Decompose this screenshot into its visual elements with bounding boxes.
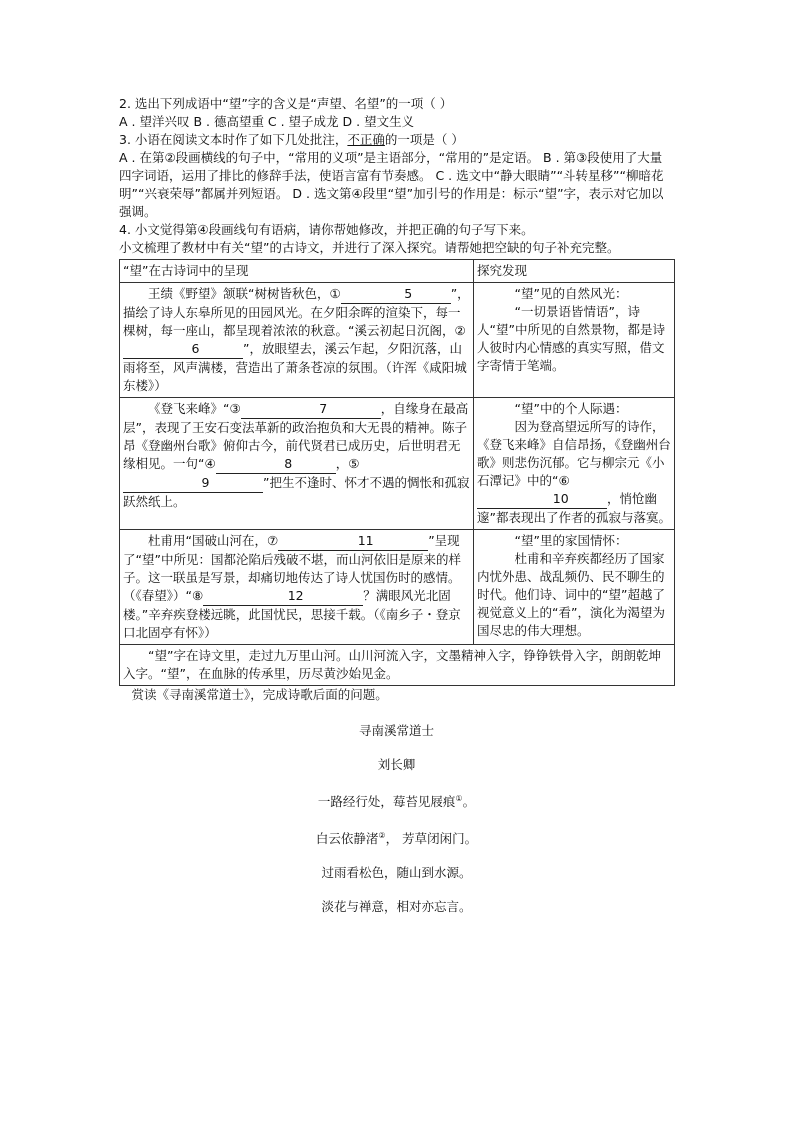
- table-header-row: [120, 260, 675, 283]
- q3-stem: [119, 131, 674, 149]
- row2-finding-b: ，悄怆幽邃”都表现出了作者的孤寂与落寞。: [477, 491, 671, 525]
- row3-finding-head: “望”里的家国情怀：: [514, 533, 628, 548]
- row2-right: [474, 398, 675, 530]
- row2-text-1: 《登飞来峰》“③: [148, 401, 241, 416]
- row2-text-3: ，⑤: [335, 456, 360, 471]
- blank-7[interactable]: 7: [241, 400, 381, 419]
- footnote-marker-2: ②: [378, 831, 386, 841]
- blank-11[interactable]: 11: [278, 532, 428, 551]
- row1-finding-body: “一切景语皆情语”，诗人“望”中所见的自然景物，都是诗人彼时内心情感的真实写照，借文字寄情于笔端。: [477, 304, 665, 373]
- blank-5[interactable]: 5: [341, 285, 451, 304]
- footnote-marker-1: ①: [455, 794, 463, 803]
- blank-8[interactable]: 8: [216, 455, 336, 474]
- q2-stem: 2. 选出下列成语中“望”字的含义是“声望、名望”的一项（ ）: [119, 96, 453, 111]
- row1-left: [120, 283, 474, 398]
- row1-text-1: 王绩《野望》颔联“树树皆秋色，①: [148, 286, 341, 301]
- q3-stem-a: 3. 小语在阅读文本时作了如下几处批注，: [119, 132, 348, 147]
- poem-line-2-text: 白云依静渚: [315, 831, 379, 847]
- row2-finding-head: “望”中的个人际遇：: [514, 401, 628, 416]
- poem-author: 刘长卿: [377, 757, 416, 772]
- document-body: [119, 95, 674, 916]
- table-row: [120, 398, 675, 530]
- table-row: [120, 283, 675, 398]
- header-right: 探究发现: [474, 260, 675, 283]
- poem-title: 寻南溪常道士: [358, 723, 434, 738]
- row2-finding-body: [477, 418, 671, 527]
- row2-finding-a: 因为登高望远所写的诗作，《登飞来峰》自信昂扬，《登幽州台歌》则悲伤沉郁。它与柳宗元《小石潭记》中的“⑥: [477, 419, 671, 488]
- row3-finding-body: 杜甫和辛弃疾都经历了国家内忧外患、战乱频仍、民不聊生的时代。他们诗、词中的“望”超越了视觉意义上的“看”，演化为渴望为国尽忠的伟大理想。: [477, 551, 665, 638]
- row3-text-1: 杜甫用“国破山河在，⑦: [148, 533, 279, 548]
- table-footer: “望”字在诗文里，走过九万里山河。山川河流入字，文墨精神入字，铮铮铁骨入字，朗朗乾坤入字。“望”，在血脉的传承里，历尽黄沙始见金。: [120, 645, 675, 686]
- blank-10[interactable]: 10: [477, 490, 607, 509]
- q3-stem-underlined: 不正确: [347, 132, 385, 147]
- row2-text-4: ”把生不逢时、怀才不遇的惆怅和孤寂跃然纸上。: [123, 475, 470, 509]
- poem: [119, 722, 674, 916]
- blank-9[interactable]: 9: [123, 474, 263, 493]
- row3-text-3: ？满眼风光北固楼。”辛弃疾登楼远眺，此国忧民，思接千载。（《南乡子・登京口北固亭有怀》）: [123, 588, 461, 640]
- poem-line-2: [119, 827, 674, 848]
- poem-line-2-end: ， 芳草闭闲门。: [385, 831, 478, 847]
- table-row: [120, 530, 675, 645]
- poetry-table: [119, 259, 675, 686]
- poem-line-1-text: 一路经行处，莓苔见屐痕: [317, 794, 456, 810]
- row1-text-2: ”，描绘了诗人东皋所见的田园风光。在夕阳余晖的渲染下，每一棵树，每一座山，都呈现着浓浓的秋意。“溪云初起日沉阁，②: [123, 286, 470, 338]
- table-intro: 小文梳理了教材中有关“望”的古诗文，并进行了深入探究。请帮她把空缺的句子补充完整。: [119, 240, 620, 255]
- blank-12[interactable]: 12: [203, 587, 363, 606]
- row3-text-2: ”呈现了“望”中所见：国都沦陷后残破不堪，而山河依旧是原来的样子。这一联虽是写景，却痛切地传达了诗人忧国伤时的感情。（《春望》）“⑧: [123, 533, 461, 603]
- row2-left: [120, 398, 474, 530]
- poem-line-1-end: 。: [462, 794, 476, 810]
- poem-line-3: 过雨看松色，随山到水源。: [321, 865, 472, 881]
- row3-right: [474, 530, 675, 645]
- poem-line-1: [119, 790, 674, 811]
- row1-finding-head: “望”见的自然风光：: [514, 286, 628, 301]
- header-left: “望”在古诗词中的呈现: [120, 260, 474, 283]
- row2-text-2: ，自缘身在最高层”，表现了王安石变法革新的政治抱负和大无畏的精神。陈子昂《登幽州台歌》俯仰古今，前代贤君已成历史，后世明君无缘相见。一句“④: [123, 401, 469, 471]
- row1-right: [474, 283, 675, 398]
- q3-body: A . 在第②段画横线的句子中，“常用的义项”是主语部分，“常用的”是定语。 B . 第③段使用了大量四字词语，运用了排比的修辞手法，使语言富有节奏感。 C . 选文中“静大眼睛”“斗转星移”“柳暗花明”“兴衰荣辱”都属并列短语。 D . 选文第④段里“望”加引号的作用是：标示“望”字，表示对它加以强调。: [119, 150, 664, 219]
- q4-stem: 4. 小文觉得第④段画线句有语病，请你帮她修改，并把正确的句子写下来。: [119, 222, 534, 237]
- poem-intro: 赏读《寻南溪常道士》，完成诗歌后面的问题。: [131, 687, 388, 702]
- row3-left: [120, 530, 474, 645]
- table-footer-row: [120, 645, 675, 686]
- blank-6[interactable]: 6: [123, 340, 243, 359]
- row1-text-3: ”，放眼望去，溪云乍起，夕阳沉落，山雨将至，风声满楼，营造出了萧条苍凉的氛围。（许浑《咸阳城东楼》）: [123, 341, 467, 393]
- poem-line-4: 淡花与禅意，相对亦忘言。: [321, 899, 472, 915]
- q3-stem-b: 的一项是（ ）: [384, 132, 464, 147]
- q2-options: A . 望洋兴叹 B . 德高望重 C . 望子成龙 D . 望文生义: [119, 114, 415, 129]
